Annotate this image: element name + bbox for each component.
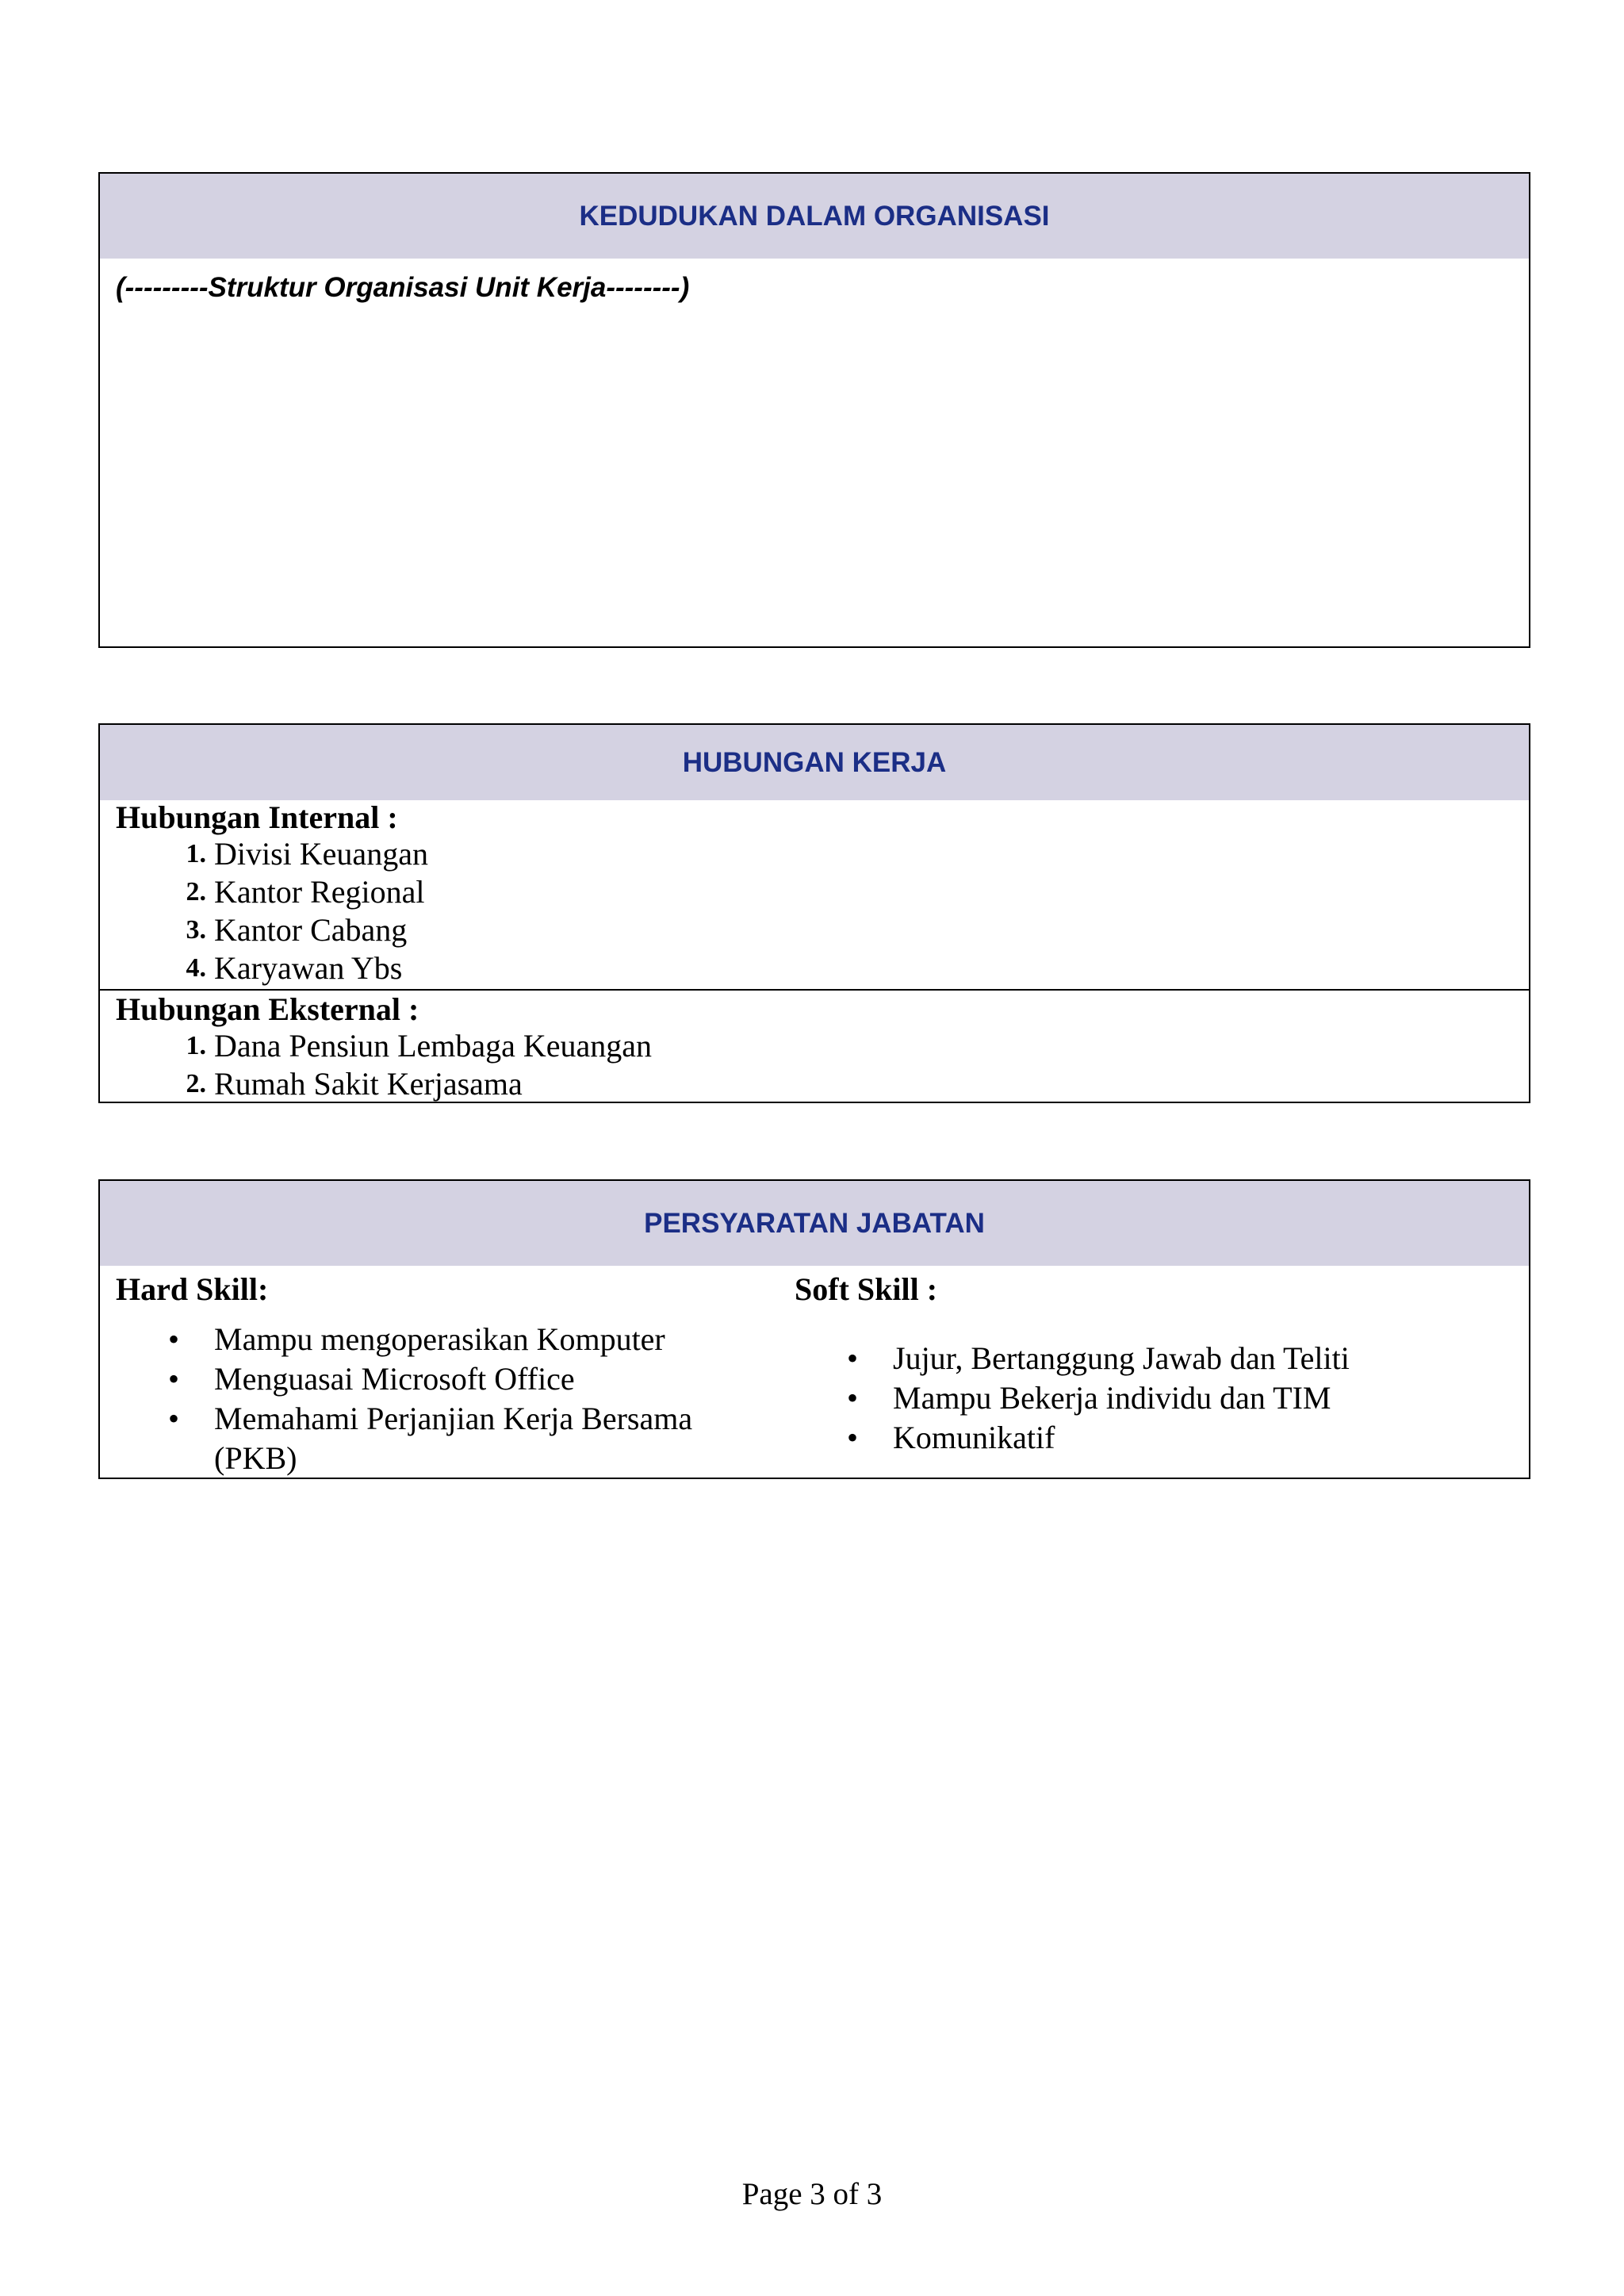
bullet-icon: •: [847, 1420, 859, 1455]
bullet-icon: •: [168, 1321, 180, 1357]
list-text: Kantor Cabang: [214, 912, 408, 948]
list-number: 1.: [186, 839, 206, 868]
list-text: Karyawan Ybs: [214, 950, 403, 986]
list-text: Kantor Regional: [214, 874, 425, 910]
persyaratan-header: PERSYARATAN JABATAN: [100, 1181, 1529, 1266]
hubungan-eksternal-title: Hubungan Eksternal :: [116, 991, 419, 1027]
list-text: Memahami Perjanjian Kerja Bersama (PKB): [214, 1401, 693, 1476]
list-text: Divisi Keuangan: [214, 836, 428, 872]
list-item: [100, 1399, 779, 1478]
list-item: [100, 1359, 779, 1399]
soft-skill-title: Soft Skill :: [795, 1271, 938, 1307]
list-text: Menguasai Microsoft Office: [214, 1361, 575, 1397]
hard-skill-column: [100, 1266, 779, 1478]
list-item: [779, 1418, 1529, 1458]
bullet-icon: •: [847, 1380, 859, 1416]
hubungan-kerja-section: [98, 723, 1530, 1103]
hubungan-eksternal: [100, 991, 1529, 1102]
bullet-icon: •: [847, 1340, 859, 1376]
kedudukan-header: KEDUDUKAN DALAM ORGANISASI: [100, 174, 1529, 259]
soft-skill-list: [779, 1339, 1529, 1458]
list-number: 2.: [186, 877, 206, 907]
persyaratan-jabatan-section: [98, 1179, 1530, 1479]
list-text: Mampu mengoperasikan Komputer: [214, 1321, 665, 1357]
bullet-icon: •: [168, 1361, 180, 1397]
list-text: Mampu Bekerja individu dan TIM: [893, 1380, 1331, 1416]
list-text: Dana Pensiun Lembaga Keuangan: [214, 1028, 653, 1064]
list-text: Jujur, Bertanggung Jawab dan Teliti: [893, 1340, 1350, 1376]
hard-skill-title: Hard Skill:: [116, 1271, 269, 1307]
kedudukan-section: [98, 172, 1530, 648]
bullet-icon: •: [168, 1401, 180, 1436]
page-number: Page 3 of 3: [741, 2177, 883, 2211]
list-item: [779, 1339, 1529, 1378]
hard-skill-list: [100, 1320, 779, 1478]
hubungan-internal-title: Hubungan Internal :: [116, 799, 398, 835]
list-number: 3.: [186, 915, 206, 945]
list-text: Komunikatif: [893, 1420, 1055, 1455]
hubungan-header: HUBUNGAN KERJA: [100, 725, 1529, 800]
hubungan-internal: [100, 800, 1529, 991]
list-number: 4.: [186, 953, 206, 983]
list-number: 1.: [186, 1031, 206, 1060]
org-structure-placeholder: (---------Struktur Organisasi Unit Kerja--------): [116, 272, 690, 303]
soft-skill-column: [779, 1266, 1529, 1478]
list-item: [100, 1320, 779, 1359]
list-text: Rumah Sakit Kerjasama: [214, 1066, 523, 1102]
list-item: [779, 1378, 1529, 1418]
list-number: 2.: [186, 1069, 206, 1098]
